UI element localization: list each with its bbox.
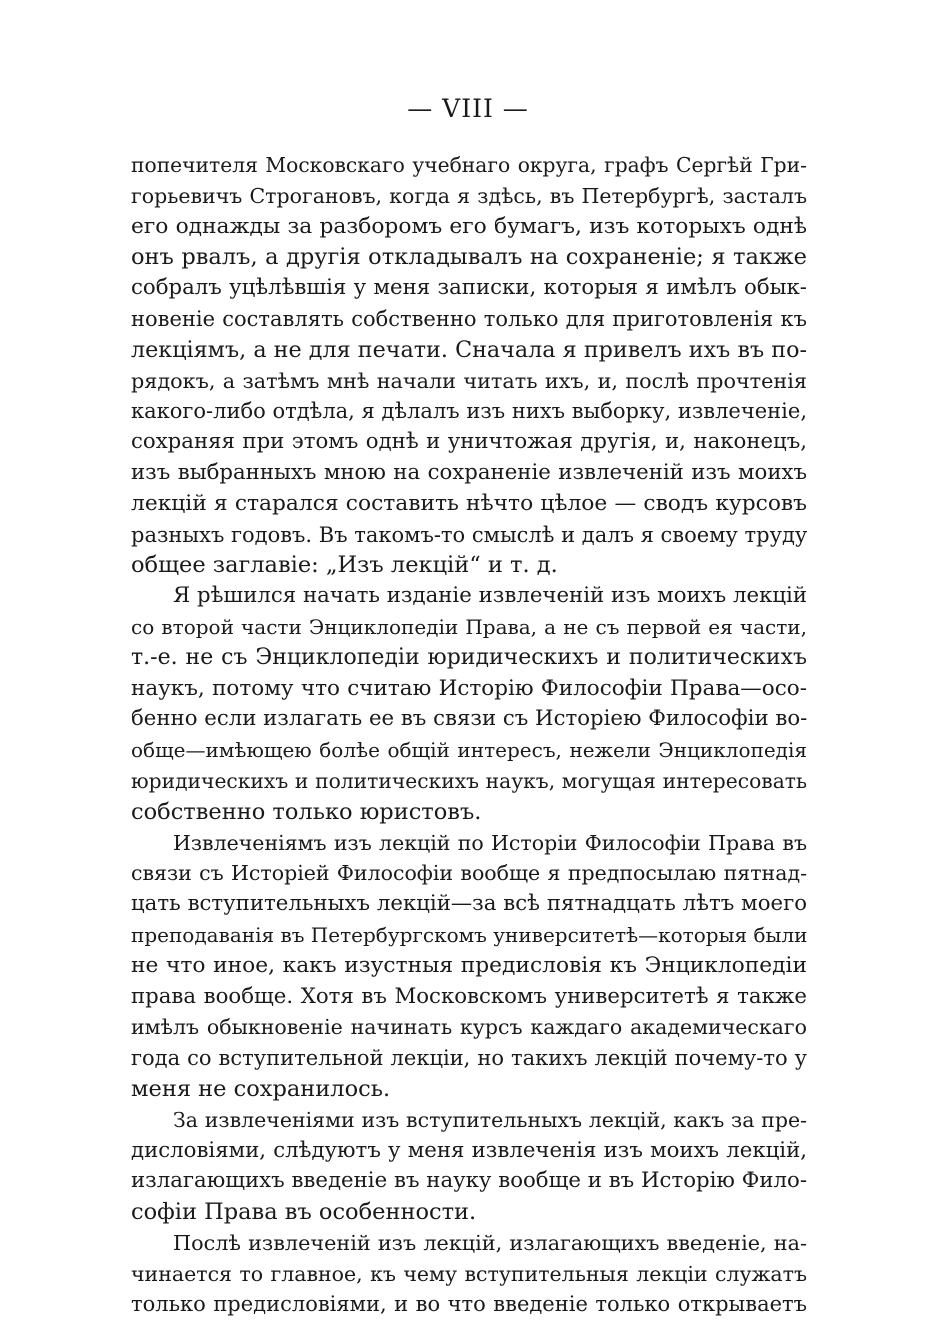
text-line: рядокъ, а затѣмъ мнѣ начали читать ихъ, и, послѣ прочтенія [131, 368, 807, 393]
text-line: права вообще. Хотя въ Московскомъ университетѣ я также [131, 983, 807, 1009]
text-line: чинается то главное, къ чему вступительныя лекціи служатъ [131, 1261, 807, 1286]
text-line: не что иное, какъ изустныя предисловія къ Энциклопедіи [131, 952, 807, 978]
text-line: попечителя Московскаго учебнаго округа, графъ Сергѣй Гри- [131, 153, 807, 177]
text-line: Послѣ извлеченій изъ лекцій, излагающихъ введеніе, на- [173, 1230, 807, 1255]
text-line: общее заглавіе: „Изъ лекцій“ и т. д. [131, 552, 558, 579]
text-line: преподаванія въ Петербургскомъ университетѣ—которыя были [131, 922, 807, 947]
text-line: изъ выбранныхъ мною на сохраненіе извлеченій изъ моихъ [131, 459, 807, 485]
text-line: лекцій я старался составить нѣчто цѣлое — сводъ курсовъ [131, 490, 807, 516]
text-line: горьевичъ Строгановъ, когда я здѣсь, въ Петербургѣ, засталъ [131, 183, 807, 208]
text-line: т.-е. не съ Энциклопедіи юридическихъ и политическихъ [131, 644, 807, 670]
paragraph [131, 1105, 807, 1228]
text-line: какого-либо отдѣла, я дѣлалъ изъ нихъ выборку, извлеченіе, [131, 399, 807, 424]
text-line: Я рѣшился начать изданіе извлеченій изъ моихъ лекцій [173, 583, 807, 609]
text-line: наукъ, потому что считаю Исторію Философіи Права—осо- [131, 675, 807, 701]
text-line: собралъ уцѣлѣвшія у меня записки, которыя я имѣлъ обык- [131, 275, 807, 301]
text-line: разныхъ годовъ. Въ такомъ-то смыслѣ и далъ я своему труду [131, 522, 807, 547]
text-line: софіи Права въ особенности. [131, 1199, 477, 1226]
text-line: За извлеченіями изъ вступительныхъ лекцій, какъ за пре- [173, 1107, 807, 1132]
text-line: со второй части Энциклопедіи Права, а не съ первой ея части, [131, 614, 807, 639]
text-line: только предисловіями, и во что введеніе только открываетъ [131, 1292, 807, 1317]
text-line: излагающихъ введеніе въ науку вообще и въ Исторію Фило- [131, 1168, 807, 1194]
page-number: — VIII — [407, 94, 529, 123]
text-line: имѣлъ обыкновеніе начинать курсъ каждаго академическаго [131, 1015, 807, 1040]
paragraph [131, 150, 807, 581]
paragraph [131, 581, 807, 827]
text-line: новеніе составлять собственно только для приготовленія къ [131, 306, 807, 331]
text-line: меня не сохранилось. [131, 1075, 391, 1102]
text-line: собственно только юристовъ. [131, 798, 482, 825]
text-line: сохраняя при этомъ однѣ и уничтожая другія, и, наконецъ, [131, 429, 807, 455]
paragraph [131, 828, 807, 1105]
text-line: лекціямъ, а не для печати. Сначала я привелъ ихъ въ по- [131, 336, 807, 363]
text-line: цать вступительныхъ лекцій—за всѣ пятнадцать лѣтъ моего [131, 891, 807, 917]
text-line: Извлеченіямъ изъ лекцій по Исторіи Философіи Права въ [173, 830, 807, 855]
text-line: обще—имѣющею болѣе общій интересъ, нежели Энциклопедія [131, 738, 807, 763]
text-line: юридическихъ и политическихъ наукъ, могущая интересовать [131, 768, 807, 793]
body-text [131, 150, 807, 1320]
text-line: связи съ Исторіей Философіи вообще я предпосылаю пятнад- [131, 861, 807, 886]
text-line: онъ рвалъ, а другія откладывалъ на сохраненіе; я также [131, 244, 807, 271]
text-line: бенно если излагать ее въ связи съ Исторіею Философіи во- [131, 706, 807, 732]
text-line: года со вступительной лекціи, но такихъ лекцій почему-то у [131, 1046, 807, 1071]
text-line: его однажды за разборомъ его бумагъ, изъ которыхъ однѣ [131, 213, 807, 239]
paragraph [131, 1228, 807, 1320]
text-line: дисловіями, слѣдуютъ у меня извлеченія изъ моихъ лекцій, [131, 1137, 807, 1163]
